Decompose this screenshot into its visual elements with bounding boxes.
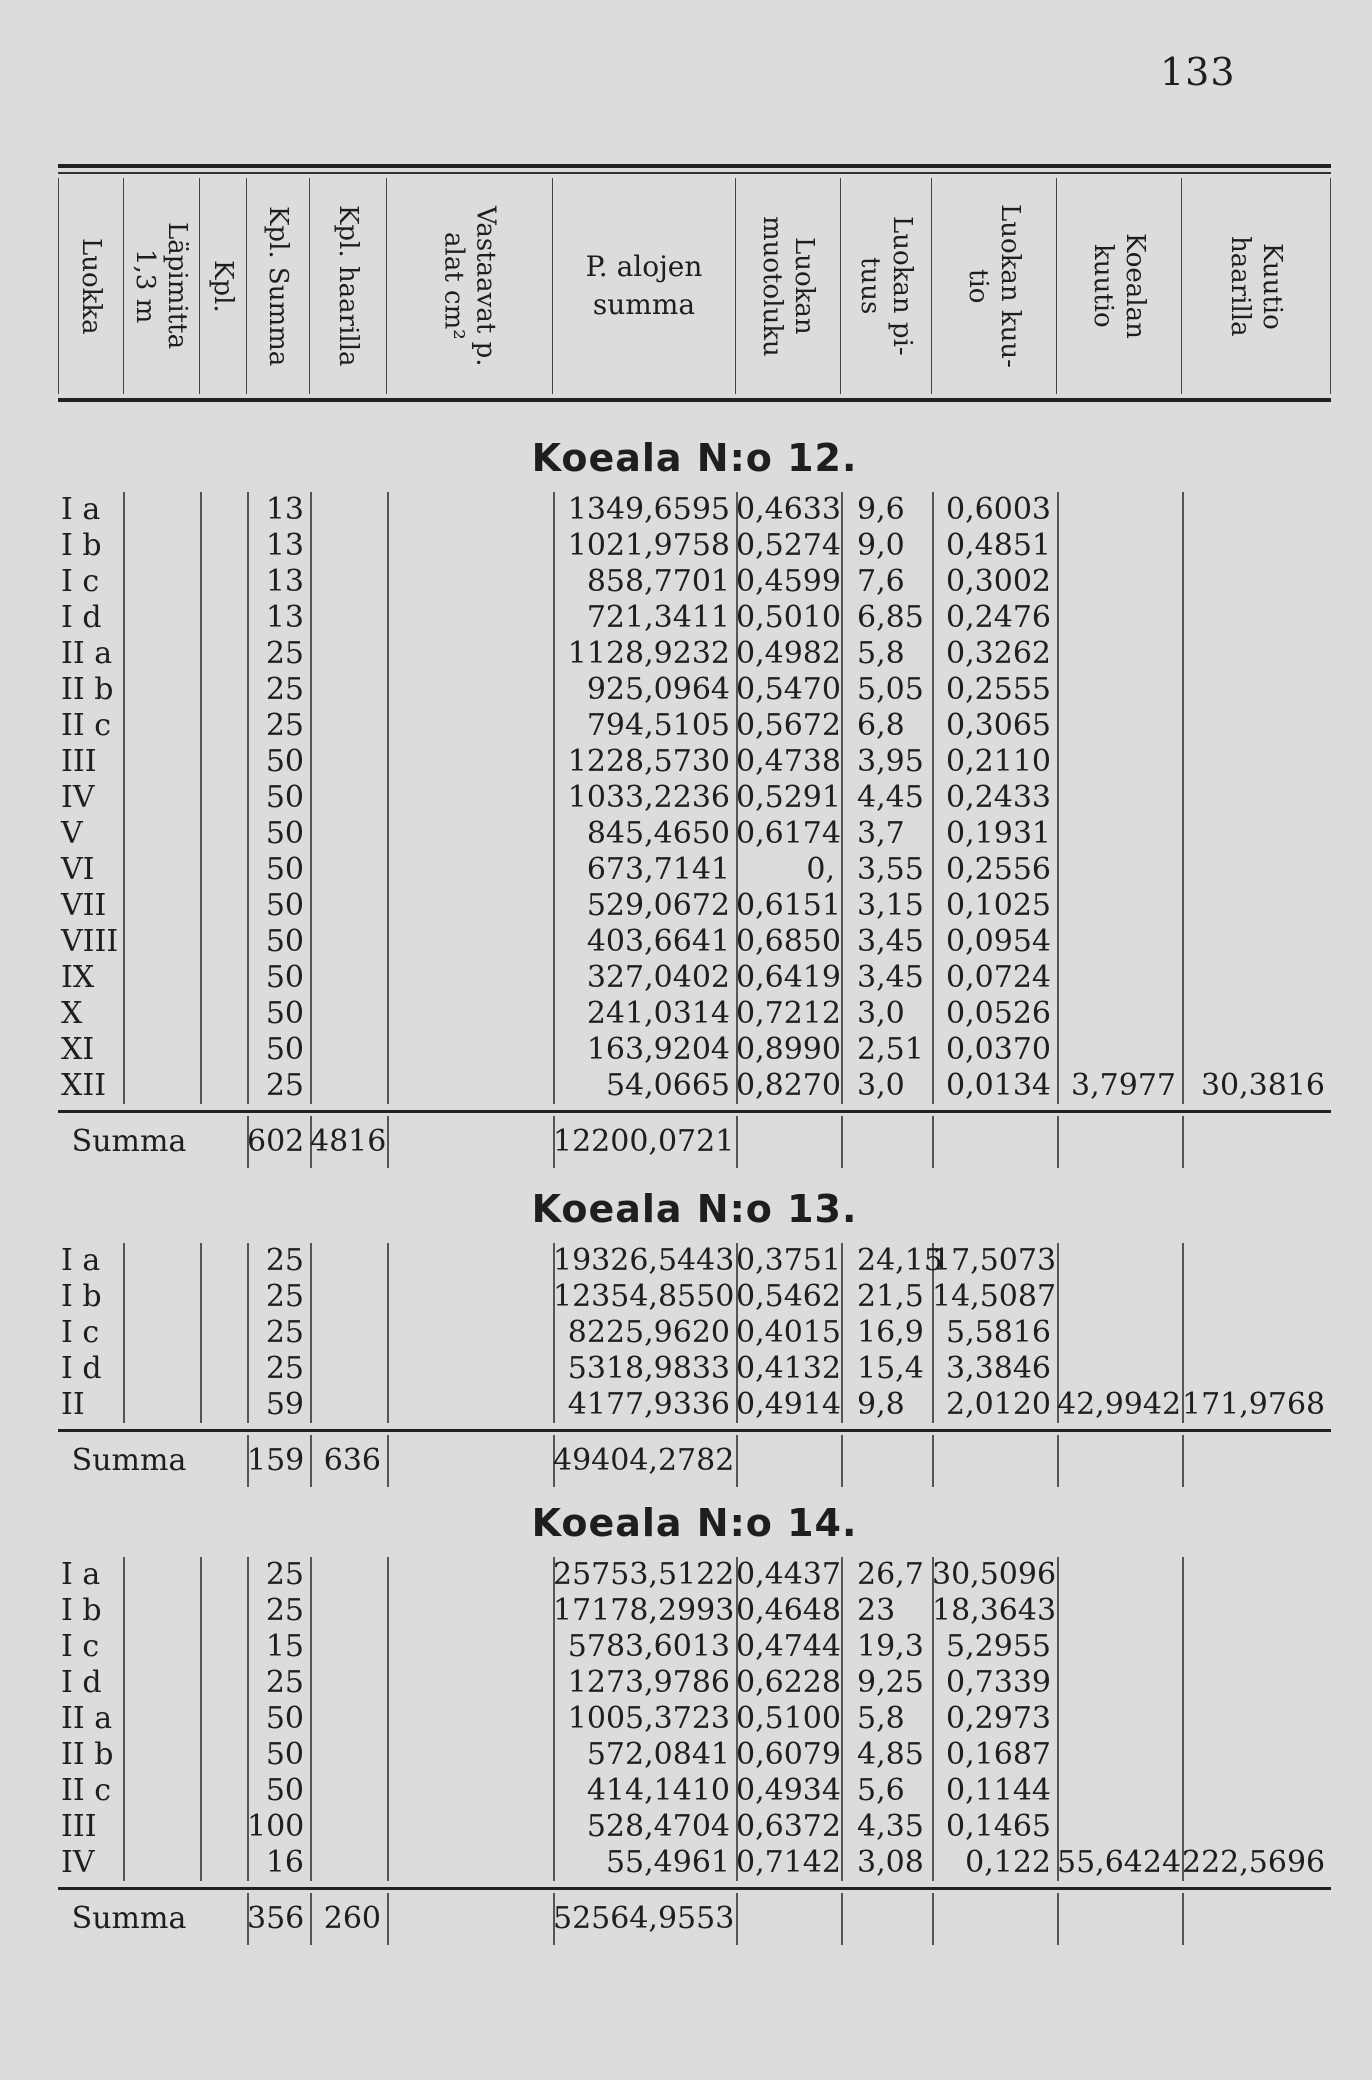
cell-p_alojen: 1228,5730 xyxy=(567,744,730,779)
cell-p_alojen: 572,0841 xyxy=(586,1737,730,1772)
cell-pituus: 7,6 xyxy=(857,564,905,599)
summa-label: Summa xyxy=(71,1901,187,1936)
cell-pituus: 5,05 xyxy=(857,672,924,707)
cell-muoto: 0,6174 xyxy=(736,816,841,851)
column-rule xyxy=(387,1893,389,1945)
cell-luokka: II a xyxy=(61,1701,113,1736)
cell-luokka: X xyxy=(61,996,83,1031)
cell-muoto: 0,8270 xyxy=(736,1068,841,1103)
cell-muoto: 0,7142 xyxy=(736,1845,841,1880)
cell-luokka: V xyxy=(61,816,83,851)
cell-kuutio: 0,1144 xyxy=(946,1773,1051,1808)
cell-muoto: 0,6151 xyxy=(736,888,841,923)
cell-p_alojen: 529,0672 xyxy=(586,888,730,923)
cell-kuutio: 0,1931 xyxy=(946,816,1051,851)
cell-muoto: 0,6079 xyxy=(736,1737,841,1772)
cell-pituus: 4,45 xyxy=(857,780,924,815)
cell-summa: 25 xyxy=(265,1665,304,1700)
section-rows xyxy=(58,1557,1331,1881)
header-vastaavat xyxy=(387,178,553,394)
cell-pituus: 16,9 xyxy=(857,1315,924,1350)
cell-luokka: VIII xyxy=(61,924,119,959)
cell-summa: 25 xyxy=(265,672,304,707)
cell-p_alojen: 163,9204 xyxy=(586,1032,730,1067)
cell-pituus: 3,95 xyxy=(857,744,924,779)
cell-summa: 25 xyxy=(265,1279,304,1314)
table-row xyxy=(58,1629,1331,1665)
cell-kuutio: 0,2556 xyxy=(946,852,1051,887)
cell-p_alojen: 241,0314 xyxy=(586,996,730,1031)
cell-muoto: 0, xyxy=(806,852,835,887)
header-kpl-label: Kpl. xyxy=(208,259,238,313)
table-row xyxy=(58,960,1331,996)
cell-summa: 13 xyxy=(265,564,304,599)
cell-luokka: I a xyxy=(61,1243,101,1278)
cell-kuutio: 14,5087 xyxy=(932,1279,1057,1314)
header-kpl-summa xyxy=(247,178,310,394)
cell-pituus: 6,8 xyxy=(857,708,905,743)
cell-luokka: IX xyxy=(61,960,95,995)
cell-p_alojen: 5318,9833 xyxy=(567,1351,730,1386)
column-rule xyxy=(932,1893,934,1945)
column-rule xyxy=(1057,1893,1059,1945)
cell-p_alojen: 1128,9232 xyxy=(567,636,730,671)
table-row xyxy=(58,1773,1331,1809)
cell-summa: 25 xyxy=(265,708,304,743)
cell-luokka: II b xyxy=(61,672,114,707)
cell-luokka: II a xyxy=(61,636,113,671)
cell-p_alojen: 1273,9786 xyxy=(567,1665,730,1700)
cell-p_alojen: 25753,5122 xyxy=(553,1557,735,1592)
cell-summa: 25 xyxy=(265,1315,304,1350)
cell-muoto: 0,4599 xyxy=(736,564,841,599)
summa-p-alojen: 12200,0721 xyxy=(553,1124,735,1159)
column-rule xyxy=(841,1435,843,1487)
column-rule xyxy=(736,1893,738,1945)
cell-summa: 59 xyxy=(265,1387,304,1422)
cell-p_alojen: 19326,5443 xyxy=(553,1243,735,1278)
cell-luokka: I c xyxy=(61,1315,100,1350)
cell-luokka: IV xyxy=(61,780,95,815)
header-bottom-rule xyxy=(58,398,1331,402)
section-title: Koeala N:o 13. xyxy=(531,1187,858,1231)
cell-kuutio: 0,1465 xyxy=(946,1809,1051,1844)
cell-p_alojen: 54,0665 xyxy=(605,1068,730,1103)
table-row xyxy=(58,780,1331,816)
cell-summa: 13 xyxy=(265,528,304,563)
cell-p_alojen: 673,7141 xyxy=(586,852,730,887)
cell-summa: 25 xyxy=(265,1068,304,1103)
column-rule xyxy=(736,1435,738,1487)
cell-pituus: 5,8 xyxy=(857,1701,905,1736)
cell-pituus: 21,5 xyxy=(857,1279,924,1314)
table-row xyxy=(58,1315,1331,1351)
summa-row xyxy=(58,1116,1331,1168)
table-row xyxy=(58,636,1331,672)
table-top-rule-thin xyxy=(58,172,1331,174)
cell-muoto: 0,4744 xyxy=(736,1629,841,1664)
cell-kuutio: 0,4851 xyxy=(946,528,1051,563)
column-rule xyxy=(1182,1893,1184,1945)
cell-p_alojen: 845,4650 xyxy=(586,816,730,851)
cell-kuutio: 0,122 xyxy=(965,1845,1051,1880)
cell-summa: 15 xyxy=(265,1629,304,1664)
table-row xyxy=(58,1351,1331,1387)
cell-luokka: III xyxy=(61,1809,97,1844)
column-rule xyxy=(1182,1435,1184,1487)
cell-p_alojen: 1005,3723 xyxy=(567,1701,730,1736)
cell-luokka: I c xyxy=(61,564,100,599)
column-rule xyxy=(841,1893,843,1945)
summa-p-alojen: 49404,2782 xyxy=(553,1443,735,1478)
cell-summa: 50 xyxy=(265,1032,304,1067)
cell-kuutio: 0,0134 xyxy=(946,1068,1051,1103)
cell-p_alojen: 403,6641 xyxy=(586,924,730,959)
table-row xyxy=(58,1557,1331,1593)
header-p-alojen xyxy=(553,178,736,394)
cell-p_alojen: 12354,8550 xyxy=(553,1279,735,1314)
column-rule xyxy=(1057,1116,1059,1168)
cell-p_alojen: 1033,2236 xyxy=(567,780,730,815)
cell-kuutio: 17,5073 xyxy=(932,1243,1057,1278)
cell-pituus: 23 xyxy=(857,1593,896,1628)
table-row xyxy=(58,564,1331,600)
cell-muoto: 0,4437 xyxy=(736,1557,841,1592)
cell-kuutio: 0,1687 xyxy=(946,1737,1051,1772)
table-top-rule xyxy=(58,164,1331,168)
table-row xyxy=(58,1068,1331,1104)
cell-kuutio: 0,0724 xyxy=(946,960,1051,995)
cell-pituus: 2,51 xyxy=(857,1032,924,1067)
cell-summa: 25 xyxy=(265,636,304,671)
header-kuutio-haarilla-label: Kuutio haarilla xyxy=(1225,235,1287,337)
cell-kuutio: 0,0370 xyxy=(946,1032,1051,1067)
cell-luokka: I d xyxy=(61,1351,102,1386)
cell-kuutio: 2,0120 xyxy=(946,1387,1051,1422)
summa-p-alojen: 52564,9553 xyxy=(553,1901,735,1936)
cell-luokka: I d xyxy=(61,600,102,635)
cell-p_alojen: 8225,9620 xyxy=(567,1315,730,1350)
cell-luokka: I c xyxy=(61,1629,100,1664)
cell-pituus: 3,08 xyxy=(857,1845,924,1880)
cell-summa: 25 xyxy=(265,1243,304,1278)
table-row xyxy=(58,1032,1331,1068)
cell-kuutio: 0,2476 xyxy=(946,600,1051,635)
table-row xyxy=(58,1809,1331,1845)
column-rule xyxy=(1182,1116,1184,1168)
header-kuutio xyxy=(932,178,1057,394)
cell-pituus: 4,85 xyxy=(857,1737,924,1772)
cell-muoto: 0,5274 xyxy=(736,528,841,563)
cell-p_alojen: 1349,6595 xyxy=(567,492,730,527)
cell-kuutio: 0,0526 xyxy=(946,996,1051,1031)
header-luokka xyxy=(58,178,124,394)
cell-kuutio: 0,2110 xyxy=(946,744,1051,779)
table-row xyxy=(58,1665,1331,1701)
cell-muoto: 0,4914 xyxy=(736,1387,841,1422)
cell-kuutio: 0,1025 xyxy=(946,888,1051,923)
cell-summa: 50 xyxy=(265,996,304,1031)
cell-kuutio: 5,5816 xyxy=(946,1315,1051,1350)
cell-luokka: III xyxy=(61,744,97,779)
cell-summa: 50 xyxy=(265,852,304,887)
cell-luokka: II xyxy=(61,1387,85,1422)
cell-luokka: I b xyxy=(61,1593,102,1628)
table-row xyxy=(58,888,1331,924)
cell-p_alojen: 925,0964 xyxy=(586,672,730,707)
cell-koealan: 3,7977 xyxy=(1071,1068,1176,1103)
cell-muoto: 0,6228 xyxy=(736,1665,841,1700)
cell-summa: 13 xyxy=(265,600,304,635)
cell-p_alojen: 327,0402 xyxy=(586,960,730,995)
header-kuutio-haarilla xyxy=(1182,178,1331,394)
summa-kpl: 602 xyxy=(247,1124,305,1159)
summa-label: Summa xyxy=(71,1443,187,1478)
cell-luokka: I a xyxy=(61,1557,101,1592)
section-title: Koeala N:o 14. xyxy=(531,1501,858,1545)
summa-separator xyxy=(58,1429,1331,1432)
cell-luokka: I a xyxy=(61,492,101,527)
cell-pituus: 3,0 xyxy=(857,1068,905,1103)
cell-kuutio: 0,3065 xyxy=(946,708,1051,743)
cell-pituus: 3,45 xyxy=(857,960,924,995)
cell-luokka: II c xyxy=(61,708,112,743)
cell-kuutio: 0,7339 xyxy=(946,1665,1051,1700)
cell-summa: 16 xyxy=(265,1845,304,1880)
header-koealan-kuutio-label: Koealan kuutio xyxy=(1088,233,1150,339)
cell-pituus: 3,0 xyxy=(857,996,905,1031)
column-rule xyxy=(932,1435,934,1487)
cell-luokka: I b xyxy=(61,528,102,563)
cell-summa: 50 xyxy=(265,1773,304,1808)
cell-luokka: XII xyxy=(61,1068,107,1103)
column-rule xyxy=(932,1116,934,1168)
cell-kuutio: 0,6003 xyxy=(946,492,1051,527)
cell-summa: 50 xyxy=(265,924,304,959)
cell-luokka: I d xyxy=(61,1665,102,1700)
cell-p_alojen: 4177,9336 xyxy=(567,1387,730,1422)
cell-pituus: 19,3 xyxy=(857,1629,924,1664)
cell-p_alojen: 55,4961 xyxy=(605,1845,730,1880)
cell-luokka: XI xyxy=(61,1032,95,1067)
table-row xyxy=(58,924,1331,960)
header-vastaavat-label: Vastaavat p. alat cm² xyxy=(438,205,501,367)
cell-summa: 50 xyxy=(265,744,304,779)
header-luokka-label: Luokka xyxy=(76,237,106,335)
cell-p_alojen: 794,5105 xyxy=(586,708,730,743)
cell-summa: 25 xyxy=(265,1593,304,1628)
table-row xyxy=(58,744,1331,780)
summa-row xyxy=(58,1435,1331,1487)
cell-muoto: 0,6850 xyxy=(736,924,841,959)
cell-kuutio: 0,3262 xyxy=(946,636,1051,671)
cell-kuutio: 0,2433 xyxy=(946,780,1051,815)
cell-kuutio: 0,2555 xyxy=(946,672,1051,707)
cell-muoto: 0,5291 xyxy=(736,780,841,815)
summa-separator xyxy=(58,1887,1331,1890)
cell-p_alojen: 528,4704 xyxy=(586,1809,730,1844)
column-rule xyxy=(736,1116,738,1168)
table-row xyxy=(58,1701,1331,1737)
header-muotoluku xyxy=(736,178,841,394)
header-muotoluku-label: Luokan muotoluku xyxy=(757,215,819,357)
summa-haarilla: 260 xyxy=(323,1901,381,1936)
cell-koealan: 55,6424 xyxy=(1057,1845,1182,1880)
table-row xyxy=(58,1845,1331,1881)
cell-pituus: 9,0 xyxy=(857,528,905,563)
table-row xyxy=(58,492,1331,528)
cell-luokka: II c xyxy=(61,1773,112,1808)
summa-label: Summa xyxy=(71,1124,187,1159)
cell-pituus: 26,7 xyxy=(857,1557,924,1592)
cell-pituus: 9,6 xyxy=(857,492,905,527)
column-rule xyxy=(1057,1435,1059,1487)
cell-muoto: 0,4132 xyxy=(736,1351,841,1386)
cell-muoto: 0,5470 xyxy=(736,672,841,707)
cell-luokka: II b xyxy=(61,1737,114,1772)
summa-haarilla: 4816 xyxy=(310,1124,387,1159)
summa-row xyxy=(58,1893,1331,1945)
cell-pituus: 3,15 xyxy=(857,888,924,923)
table-row xyxy=(58,1279,1331,1315)
cell-kuutio: 3,3846 xyxy=(946,1351,1051,1386)
section-title: Koeala N:o 12. xyxy=(531,436,858,480)
table-row xyxy=(58,672,1331,708)
cell-kuutio: 0,0954 xyxy=(946,924,1051,959)
cell-summa: 50 xyxy=(265,816,304,851)
cell-pituus: 24,15 xyxy=(857,1243,943,1278)
cell-haarilla: 222,5696 xyxy=(1182,1845,1326,1880)
page-number: 133 xyxy=(1160,50,1236,94)
section-rows xyxy=(58,1243,1331,1423)
header-lapimitta-label: Läpimitta 1,3 m xyxy=(130,222,192,350)
cell-muoto: 0,5010 xyxy=(736,600,841,635)
cell-p_alojen: 858,7701 xyxy=(586,564,730,599)
summa-kpl: 356 xyxy=(247,1901,305,1936)
cell-pituus: 9,25 xyxy=(857,1665,924,1700)
header-kpl xyxy=(200,178,247,394)
column-rule xyxy=(387,1116,389,1168)
cell-muoto: 0,4015 xyxy=(736,1315,841,1350)
cell-muoto: 0,5100 xyxy=(736,1701,841,1736)
cell-muoto: 0,8990 xyxy=(736,1032,841,1067)
cell-muoto: 0,4648 xyxy=(736,1593,841,1628)
cell-p_alojen: 721,3411 xyxy=(586,600,730,635)
column-rule xyxy=(387,1435,389,1487)
cell-muoto: 0,5672 xyxy=(736,708,841,743)
cell-p_alojen: 17178,2993 xyxy=(553,1593,735,1628)
cell-summa: 25 xyxy=(265,1351,304,1386)
cell-summa: 50 xyxy=(265,780,304,815)
table-row xyxy=(58,816,1331,852)
header-koealan-kuutio xyxy=(1057,178,1182,394)
header-pituus-label: Luokan pi- tuus xyxy=(855,216,917,356)
table-row xyxy=(58,708,1331,744)
cell-summa: 13 xyxy=(265,492,304,527)
cell-koealan: 42,9942 xyxy=(1057,1387,1182,1422)
section-rows xyxy=(58,492,1331,1104)
cell-summa: 50 xyxy=(265,960,304,995)
cell-muoto: 0,6372 xyxy=(736,1809,841,1844)
cell-pituus: 3,55 xyxy=(857,852,924,887)
cell-pituus: 5,6 xyxy=(857,1773,905,1808)
header-p-alojen-label: P. alojen summa xyxy=(585,250,703,321)
table-row xyxy=(58,528,1331,564)
summa-haarilla: 636 xyxy=(323,1443,381,1478)
summa-kpl: 159 xyxy=(247,1443,305,1478)
cell-luokka: VI xyxy=(61,852,95,887)
cell-haarilla: 30,3816 xyxy=(1200,1068,1325,1103)
cell-kuutio: 18,3643 xyxy=(932,1593,1057,1628)
header-kuutio-label: Luokan kuu- tio xyxy=(963,204,1025,368)
column-rule xyxy=(841,1116,843,1168)
cell-p_alojen: 414,1410 xyxy=(586,1773,730,1808)
cell-pituus: 9,8 xyxy=(857,1387,905,1422)
cell-kuutio: 0,3002 xyxy=(946,564,1051,599)
data-table xyxy=(58,164,1331,1944)
cell-muoto: 0,3751 xyxy=(736,1243,841,1278)
cell-p_alojen: 5783,6013 xyxy=(567,1629,730,1664)
cell-muoto: 0,4934 xyxy=(736,1773,841,1808)
summa-separator xyxy=(58,1110,1331,1113)
cell-haarilla: 171,9768 xyxy=(1182,1387,1326,1422)
table-row xyxy=(58,996,1331,1032)
table-row xyxy=(58,600,1331,636)
cell-muoto: 0,7212 xyxy=(736,996,841,1031)
cell-summa: 50 xyxy=(265,1701,304,1736)
header-pituus xyxy=(841,178,932,394)
cell-pituus: 4,35 xyxy=(857,1809,924,1844)
cell-muoto: 0,5462 xyxy=(736,1279,841,1314)
cell-summa: 50 xyxy=(265,1737,304,1772)
cell-pituus: 6,85 xyxy=(857,600,924,635)
cell-summa: 50 xyxy=(265,888,304,923)
cell-luokka: I b xyxy=(61,1279,102,1314)
header-lapimitta xyxy=(123,178,200,394)
header-kpl-haarilla-label: Kpl. haarilla xyxy=(333,205,363,367)
cell-luokka: IV xyxy=(61,1845,95,1880)
cell-muoto: 0,4982 xyxy=(736,636,841,671)
cell-summa: 100 xyxy=(247,1809,305,1844)
cell-pituus: 3,7 xyxy=(857,816,905,851)
cell-pituus: 3,45 xyxy=(857,924,924,959)
table-row xyxy=(58,1243,1331,1279)
header-kpl-haarilla xyxy=(310,178,387,394)
header-kpl-summa-label: Kpl. Summa xyxy=(263,205,293,367)
cell-pituus: 5,8 xyxy=(857,636,905,671)
table-row xyxy=(58,1737,1331,1773)
table-row xyxy=(58,1593,1331,1629)
cell-kuutio: 5,2955 xyxy=(946,1629,1051,1664)
table-row xyxy=(58,1387,1331,1423)
cell-p_alojen: 1021,9758 xyxy=(567,528,730,563)
cell-muoto: 0,6419 xyxy=(736,960,841,995)
cell-pituus: 15,4 xyxy=(857,1351,924,1386)
cell-luokka: VII xyxy=(61,888,107,923)
cell-kuutio: 30,5096 xyxy=(932,1557,1057,1592)
cell-summa: 25 xyxy=(265,1557,304,1592)
cell-muoto: 0,4633 xyxy=(736,492,841,527)
cell-muoto: 0,4738 xyxy=(736,744,841,779)
table-row xyxy=(58,852,1331,888)
cell-kuutio: 0,2973 xyxy=(946,1701,1051,1736)
